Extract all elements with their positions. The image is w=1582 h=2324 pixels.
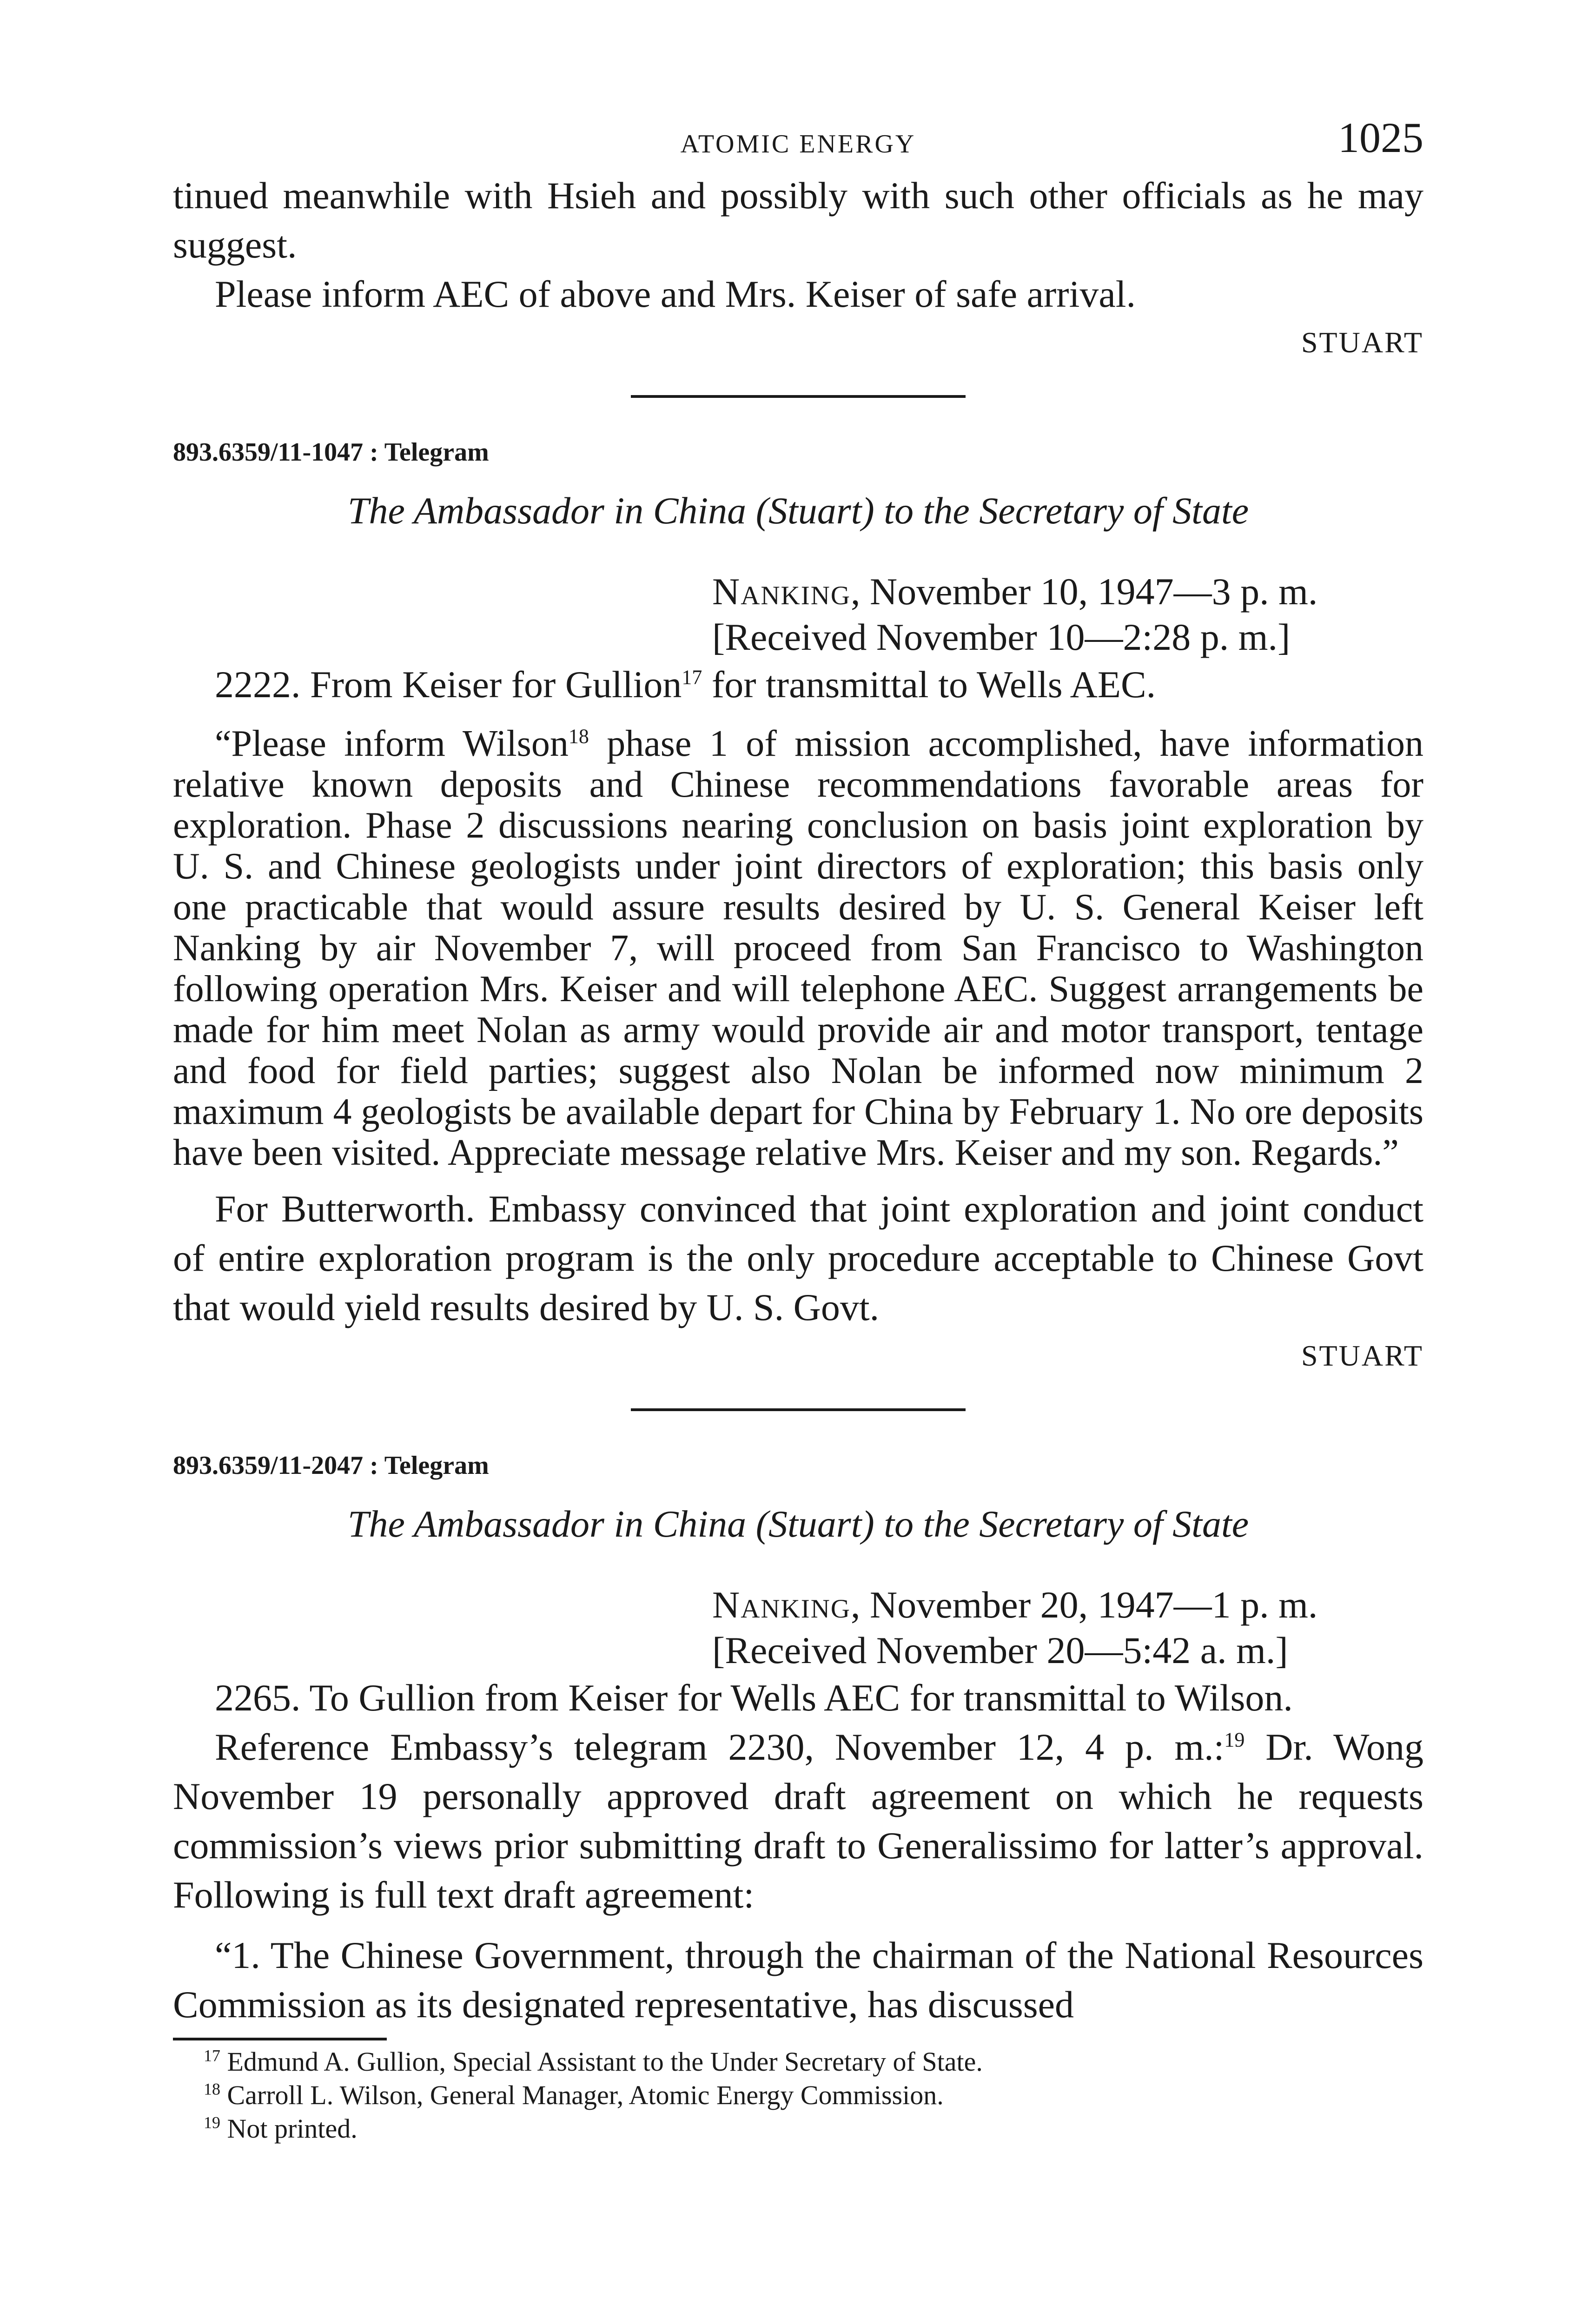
- reference-rest: Dr. Wong November 19 personally approved draft agreement on which he requests commission’s views prior submitting draft to Generalissimo for latter’s approval. Following is full text draft agreement:: [173, 1726, 1423, 1916]
- dateline-date: , November 20, 1947—1 p. m.: [851, 1584, 1318, 1626]
- dateline-place: Nanking: [712, 570, 851, 613]
- document-page: [173, 116, 1423, 2146]
- footnote-number: 17: [204, 2046, 220, 2065]
- footnote-19: [204, 2112, 1423, 2146]
- opening-text: 2222. From Keiser for Gullion: [215, 663, 682, 706]
- reference-start: Reference Embassy’s telegram 2230, November 12, 4 p. m.:: [215, 1726, 1225, 1768]
- title-recipient: to the Secretary of State: [884, 489, 1249, 532]
- title-recipient: to the Secretary of State: [884, 1503, 1249, 1545]
- footnote-text: Carroll L. Wilson, General Manager, Atomic Energy Commission.: [227, 2080, 944, 2110]
- section-divider-2: [631, 1408, 966, 1411]
- footnote-18: [204, 2079, 1423, 2112]
- footnote-number: 19: [204, 2113, 220, 2132]
- signature-stuart-2: STUART: [1301, 1339, 1423, 1372]
- message-rest: phase 1 of mission accomplished, have information relative known deposits and Chinese recommendations favorable areas for exploration. Phase 2 discussions nearing conclusion on basis joint exploration by U. S. and Chinese geologists under joint directors of exploration; this basis only one practicable that would assure results desired by U. S. General Keiser left Nanking by air November 7, will proceed from San Francisco to Washington following operation Mrs. Keiser and will telephone AEC. Suggest arrangements be made for him meet Nolan as army would provide air and motor transport, tentage and food for field parties; suggest also Nolan be informed now minimum 2 maximum 4 geologists be available depart for China by February 1. No ore deposits have been visited. Appreciate message relative Mrs. Keiser and my son. Regards.”: [173, 723, 1423, 1173]
- reference-paragraph: [173, 1723, 1423, 1920]
- title-sender: The Ambassador in China: [347, 1503, 747, 1545]
- dateline-received: [Received November 20—5:42 a. m.]: [712, 1629, 1288, 1671]
- running-title: ATOMIC ENERGY: [680, 130, 916, 158]
- footnote-text: Not printed.: [227, 2113, 357, 2144]
- footnote-ref-17: 17: [682, 666, 702, 689]
- dateline-place: Nanking: [712, 1584, 851, 1626]
- title-name: (Stuart): [755, 1503, 874, 1545]
- title-name: (Stuart): [755, 489, 874, 532]
- document-title-2: [173, 1499, 1423, 1550]
- signature-stuart-1: STUART: [1301, 326, 1423, 359]
- footnote-ref-18: 18: [568, 725, 589, 748]
- continued-paragraph: tinued meanwhile with Hsieh and possibly with such other officials as he may suggest.: [173, 174, 1423, 266]
- agreement-paragraph: “1. The Chinese Government, through the chairman of the National Resources Commission as its designated representative, has discussed: [173, 1934, 1423, 2026]
- opening-tail: for transmittal to Wells AEC.: [702, 663, 1156, 706]
- butterworth-paragraph: For Butterworth. Embassy convinced that joint exploration and joint conduct of entire exploration program is the only procedure acceptable to Chinese Govt that would yield results desired by U. S. Govt.: [173, 1188, 1423, 1328]
- dateline-2: [712, 1582, 1423, 1673]
- footnote-17: [204, 2045, 1423, 2079]
- quoted-message-1: [173, 723, 1423, 1173]
- dateline-received: [Received November 10—2:28 p. m.]: [712, 616, 1291, 658]
- document-title-1: [173, 485, 1423, 536]
- document-reference-1: 893.6359/11-1047 : Telegram: [173, 438, 489, 467]
- inform-paragraph: Please inform AEC of above and Mrs. Keiser of safe arrival.: [215, 273, 1136, 315]
- message-start: “Please inform Wilson: [215, 723, 569, 764]
- footnote-number: 18: [204, 2080, 220, 2099]
- footnote-text: Edmund A. Gullion, Special Assistant to the Under Secretary of State.: [227, 2047, 983, 2077]
- footnotes: [173, 2045, 1423, 2146]
- document-reference-2: 893.6359/11-2047 : Telegram: [173, 1451, 489, 1480]
- footnote-ref-19: 19: [1224, 1728, 1245, 1751]
- dateline-sent: [712, 569, 1423, 614]
- telegram-opening-2: 2265. To Gullion from Keiser for Wells AEC for transmittal to Wilson.: [215, 1677, 1293, 1719]
- dateline-1: [712, 569, 1423, 660]
- dateline-date: , November 10, 1947—3 p. m.: [851, 570, 1318, 613]
- page-number: 1025: [1338, 114, 1423, 161]
- footnote-divider: [173, 2038, 387, 2040]
- title-sender: The Ambassador in China: [347, 489, 747, 532]
- section-divider-1: [631, 395, 966, 398]
- dateline-sent: [712, 1582, 1423, 1628]
- running-head: [173, 116, 1423, 167]
- telegram-opening-1: [173, 660, 1423, 709]
